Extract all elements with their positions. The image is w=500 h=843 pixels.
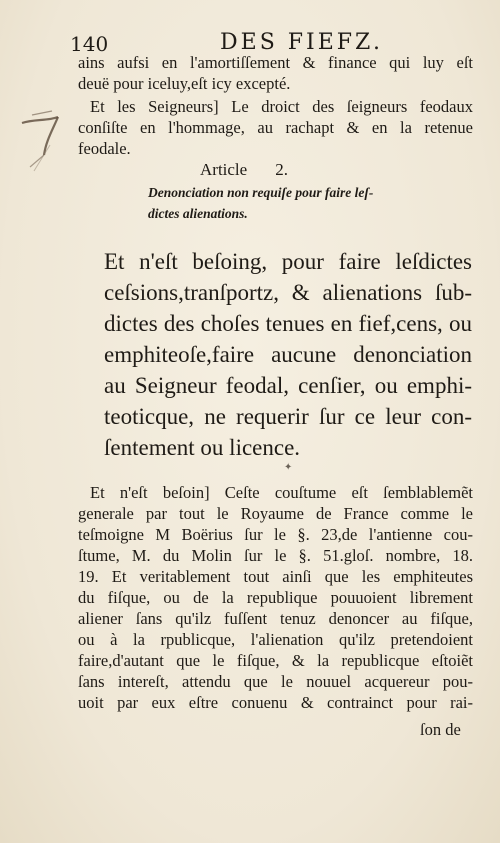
page-number: 140 [70,32,109,56]
commentary-line: faire,d'autant que le fiſque, & la republicque eſtoiẽt [78,651,473,670]
commentary [78,482,473,713]
custom-line: au Seigneur feodal, cenſier, ou emphi- [104,373,472,398]
commentary-line: du fiſque, ou de la republique pouuoient librement [78,588,473,607]
custom-line: dictes des choſes tenues en fief,cens, ou [104,311,472,336]
commentary-line: ſtume, M. du Molin ſur le §. 51.gloſ. nombre, 18. [78,546,473,565]
commentary-line: aliener ſans qu'ilz fuſſent tenuz denoncer au fiſque, [78,609,473,628]
custom-line: teoticque, ne requerir ſur ce leur con- [104,404,472,429]
text-line: conſiſte en l'hommage, au rachapt & en la retenue [78,118,473,137]
custom-line: ceſsions,tranſportz, & alienations ſub- [104,280,472,305]
custom-text [104,246,472,463]
text-line: deuë pour iceluy,eſt icy excepté. [78,74,291,93]
commentary-line: ſans intereſt, attendu que le nouuel acquereur pou- [78,672,473,691]
text-line: ains aufsi en l'amortiſſement & finance qui luy eſt [78,53,473,72]
article-summary [148,182,418,224]
catchword: ſon de [420,720,461,739]
commentary-line: 19. Et veritablement tout ainſi que les emphiteutes [78,567,473,586]
custom-line: ſentement ou licence. [104,435,301,460]
article-heading [200,160,288,180]
commentary-line: uoit par eux eſtre conuenu & contrainct pour rai- [78,693,473,712]
text-line: feodale. [78,139,131,158]
commentary-line: generale par tout le Royaume de France comme le [78,504,473,523]
summary-line: dictes alienations. [148,206,248,221]
summary-line: Denonciation non requiſe pour faire leſ- [148,185,374,200]
commentary-line: teſmoigne M Boërius ſur le §. 23,de l'antienne cou- [78,525,473,544]
commentary-line: ou à la rpublicque, l'alienation qu'ilz pretendoient [78,630,473,649]
article-number: 2. [275,160,288,179]
divider-ornament: ✦ [284,462,293,473]
article-label: Article [200,160,248,179]
paragraph-continuation [78,52,473,94]
text-line: Et les Seigneurs] Le droict des ſeigneurs feodaux [90,97,473,116]
margin-ink-mark-icon [18,105,64,179]
custom-line: emphiteoſe,faire aucune denonciation [104,342,472,367]
paragraph-seigneurs [78,96,473,159]
running-title: DES FIEFZ. [220,30,383,55]
custom-line: Et n'eſt beſoing, pour faire leſdictes [104,249,472,274]
commentary-line: Et n'eſt beſoin] Ceſte couſtume eſt ſemblablemẽt [90,483,473,502]
